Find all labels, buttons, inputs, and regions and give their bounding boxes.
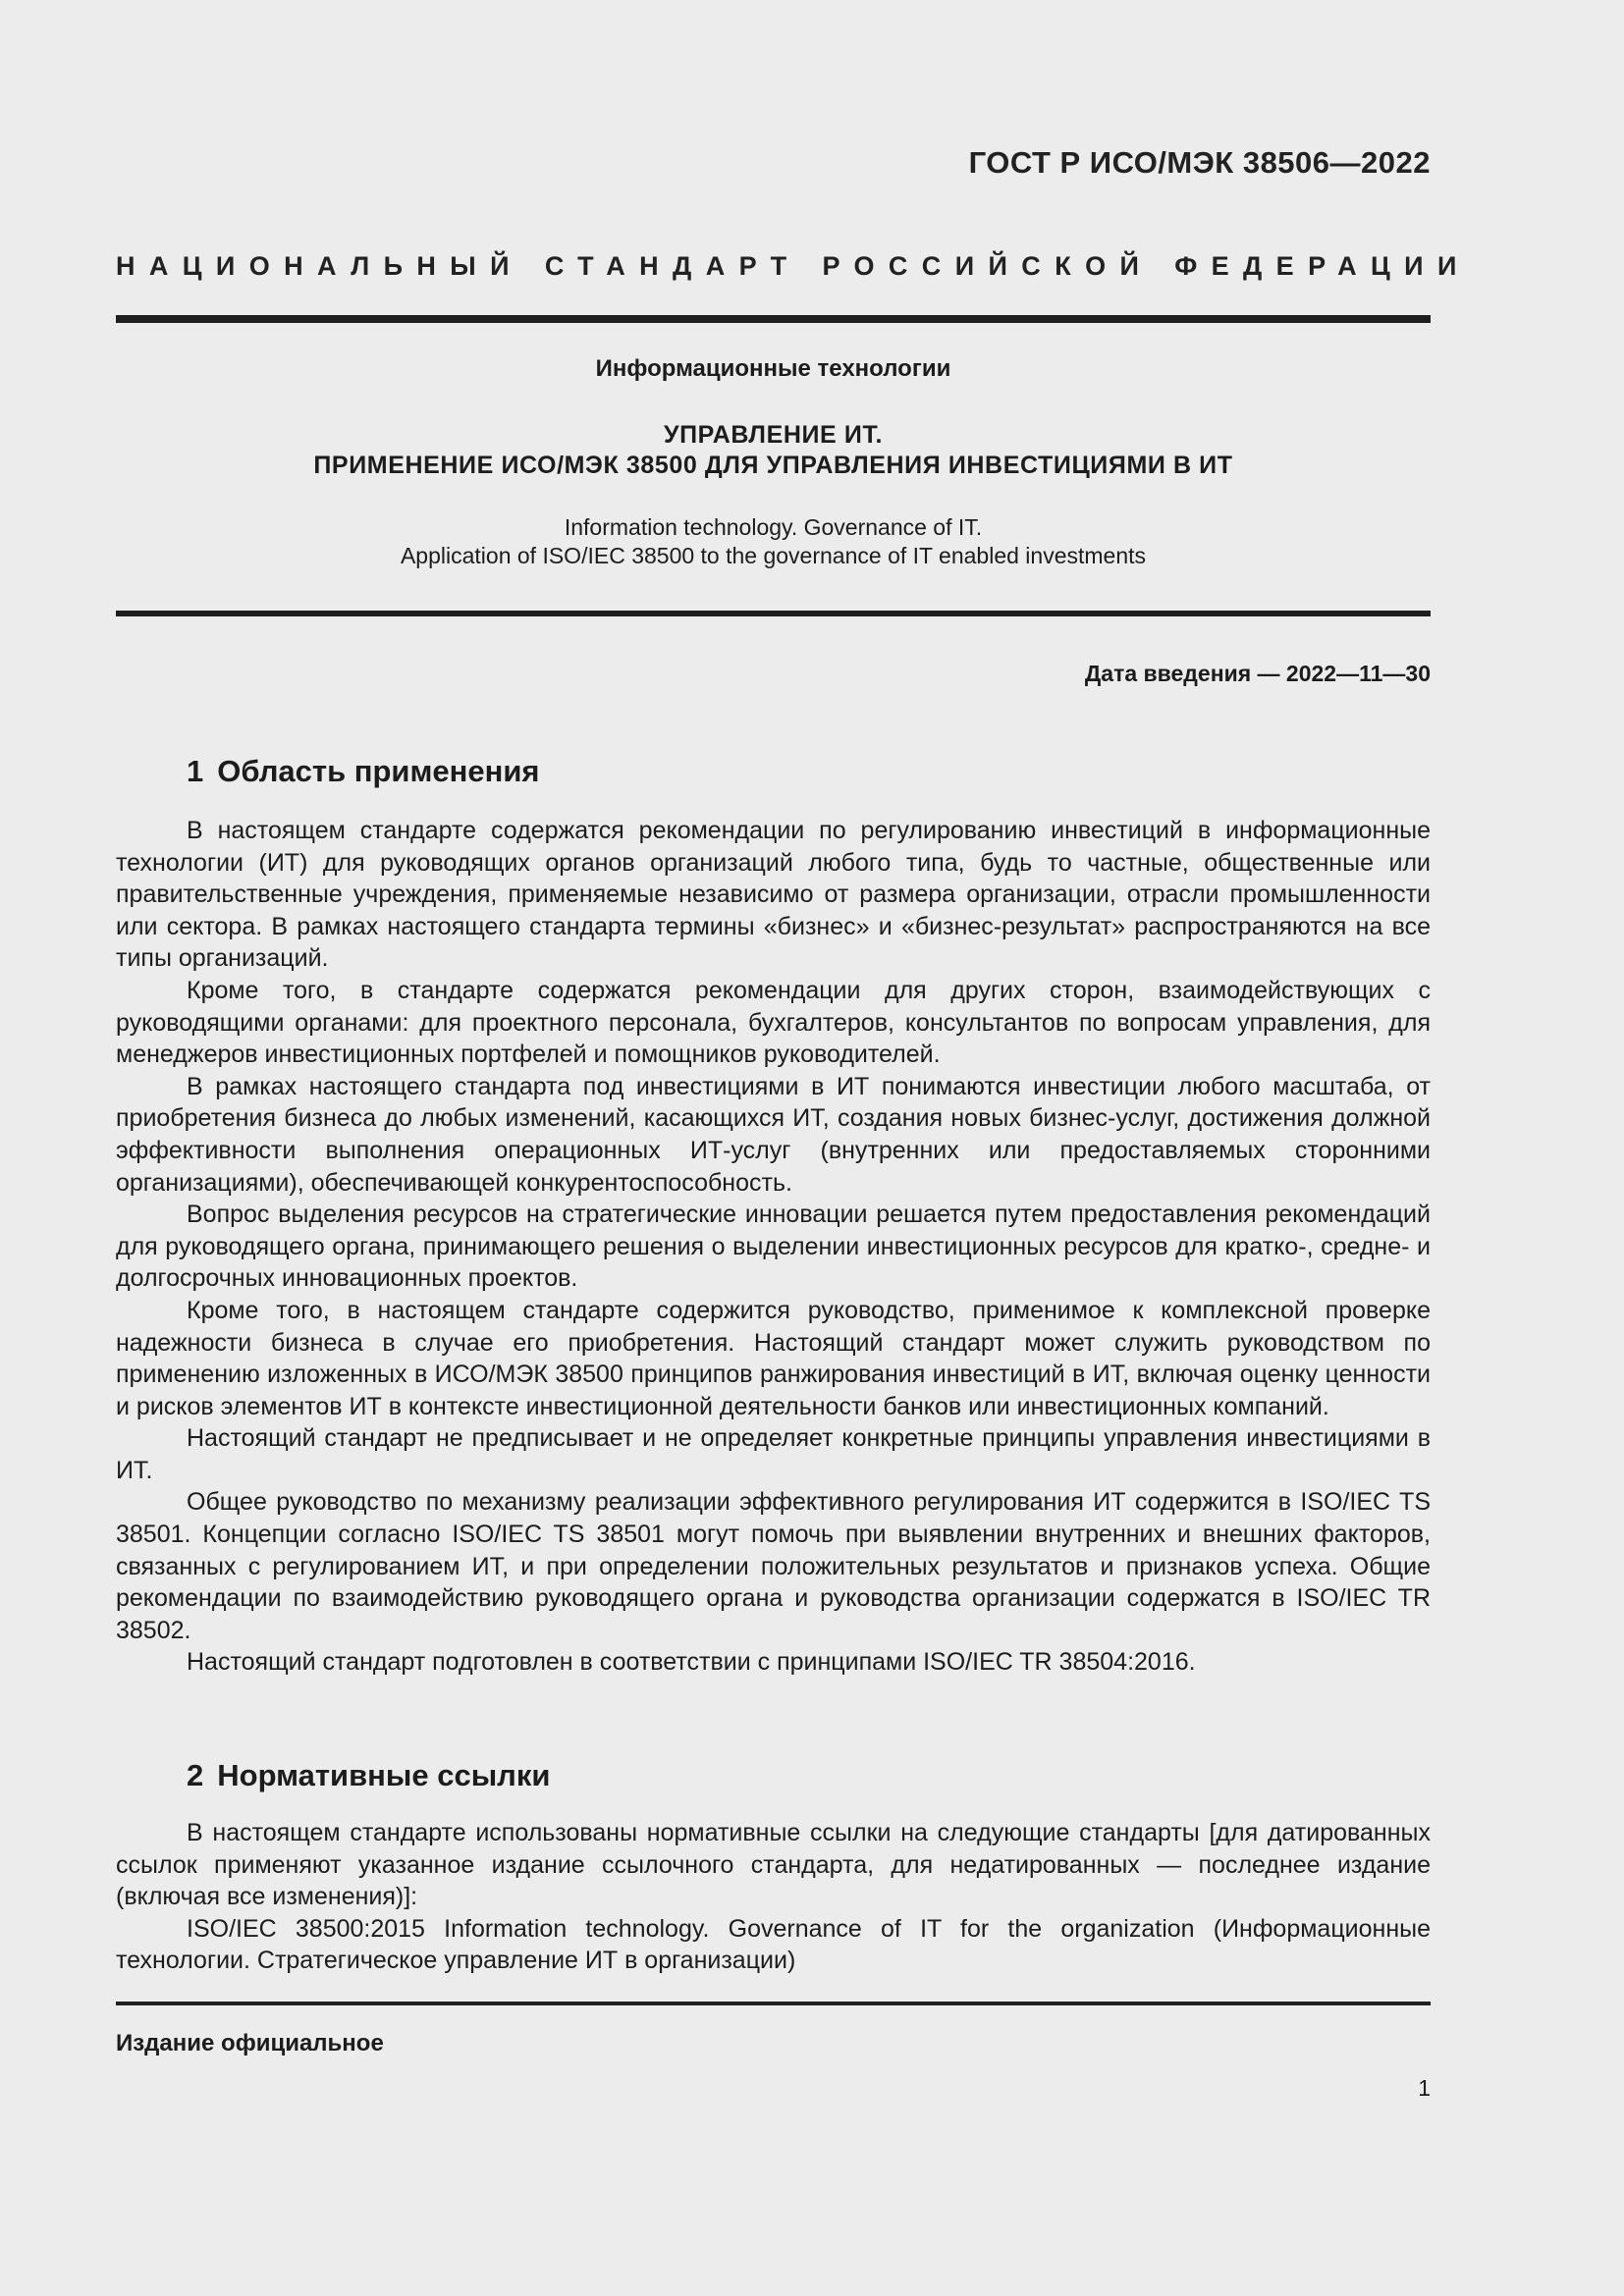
paragraph: В настоящем стандарте содержатся рекомендации по регулированию инвестиций в информационные технологии (ИТ) для руководящих органов организаций любого типа, будь то частные, общественные или правительственные учреждения, применяемые независимо от размера организации, отрасли промышленности или сектора. В рамках настоящего стандарта термины «бизнес» и «бизнес-результат» распространяются на все типы организаций.	[116, 817, 1431, 973]
paragraph: Общее руководство по механизму реализации эффективного регулирования ИТ содержится в ISO/IEC TS 38501. Концепции согласно ISO/IEC TS 38501 могут помочь при выявлении внутренних и внешних факторов, связанных с регулированием ИТ, и при определении положительных результатов и признаков успеха. Общие рекомендации по взаимодействию руководящего органа и руководства организации содержатся в ISO/IEC TR 38502.	[116, 1488, 1431, 1644]
official-edition-label: Издание официальное	[116, 2030, 384, 2056]
national-standard-heading: НАЦИОНАЛЬНЫЙ СТАНДАРТ РОССИЙСКОЙ ФЕДЕРАЦИИ	[116, 251, 1471, 281]
footer-divider	[116, 2002, 1431, 2005]
english-title	[116, 513, 1431, 570]
main-title-line-1: УПРАВЛЕНИЕ ИТ.	[663, 421, 884, 449]
english-title-line-2: Application of ISO/IEC 38500 to the governance of IT enabled investments	[400, 543, 1147, 568]
paragraph: Кроме того, в настоящем стандарте содержится руководство, применимое к комплексной проверке надежности бизнеса в случае его приобретения. Настоящий стандарт может служить руководством по применению изложенных в ИСО/МЭК 38500 принципов ранжирования инвестиций в ИТ, включая оценку ценности и рисков элементов ИТ в контексте инвестиционной деятельности банков или инвестиционных компаний.	[116, 1296, 1431, 1420]
document-number: ГОСТ Р ИСО/МЭК 38506—2022	[968, 145, 1431, 180]
section-1-body	[116, 815, 1431, 1679]
main-title-line-2: ПРИМЕНЕНИЕ ИСО/МЭК 38500 ДЛЯ УПРАВЛЕНИЯ ИНВЕСТИЦИЯМИ В ИТ	[313, 452, 1233, 479]
paragraph: Вопрос выделения ресурсов на стратегические инновации решается путем предоставления рекомендаций для руководящего органа, принимающего решения о выделении инвестиционных ресурсов для кратко-, средне- и долгосрочных инновационных проектов.	[116, 1201, 1431, 1293]
section-2-body	[116, 1817, 1431, 1977]
section-2-heading	[187, 1758, 550, 1793]
paragraph: Настоящий стандарт подготовлен в соответствии с принципами ISO/IEC TR 38504:2016.	[187, 1648, 1196, 1677]
paragraph: Кроме того, в стандарте содержатся рекомендации для других сторон, взаимодействующих с руководящими органами: для проектного персонала, бухгалтеров, консультантов по вопросам управления, для менеджеров инвестиционных портфелей и помощников руководителей.	[116, 976, 1431, 1069]
section-number: 2	[187, 1758, 204, 1792]
section-title: Область применения	[217, 754, 540, 788]
introduction-date: Дата введения — 2022—11—30	[1084, 661, 1431, 686]
document-page	[116, 0, 1471, 2296]
section-title: Нормативные ссылки	[217, 1758, 551, 1792]
page-number: 1	[1418, 2075, 1431, 2101]
title-divider	[116, 611, 1431, 616]
paragraph: ISO/IEC 38500:2015 Information technology. Governance of IT for the organization (Информационные технологии. Стратегическое управление ИТ в организации)	[116, 1914, 1431, 1975]
paragraph: В рамках настоящего стандарта под инвестициями в ИТ понимаются инвестиции любого масштаба, от приобретения бизнеса до любых изменений, касающихся ИТ, создания новых бизнес-услуг, достижения должной эффективности выполнения операционных ИТ-услуг (внутренних или предоставляемых сторонними организациями), обеспечивающей конкурентоспособность.	[116, 1072, 1431, 1197]
top-divider	[116, 315, 1431, 323]
section-1-heading	[187, 754, 540, 789]
section-number: 1	[187, 754, 204, 788]
paragraph: В настоящем стандарте использованы нормативные ссылки на следующие стандарты [для датированных ссылок применяют указанное издание ссылочного стандарта, для недатированных — последнее издание (включая все изменения)]:	[116, 1819, 1431, 1911]
series-title: Информационные технологии	[595, 355, 951, 382]
paragraph: Настоящий стандарт не предписывает и не определяет конкретные принципы управления инвестициями в ИТ.	[116, 1424, 1431, 1484]
english-title-line-1: Information technology. Governance of IT.	[564, 514, 983, 540]
main-title	[116, 420, 1431, 481]
